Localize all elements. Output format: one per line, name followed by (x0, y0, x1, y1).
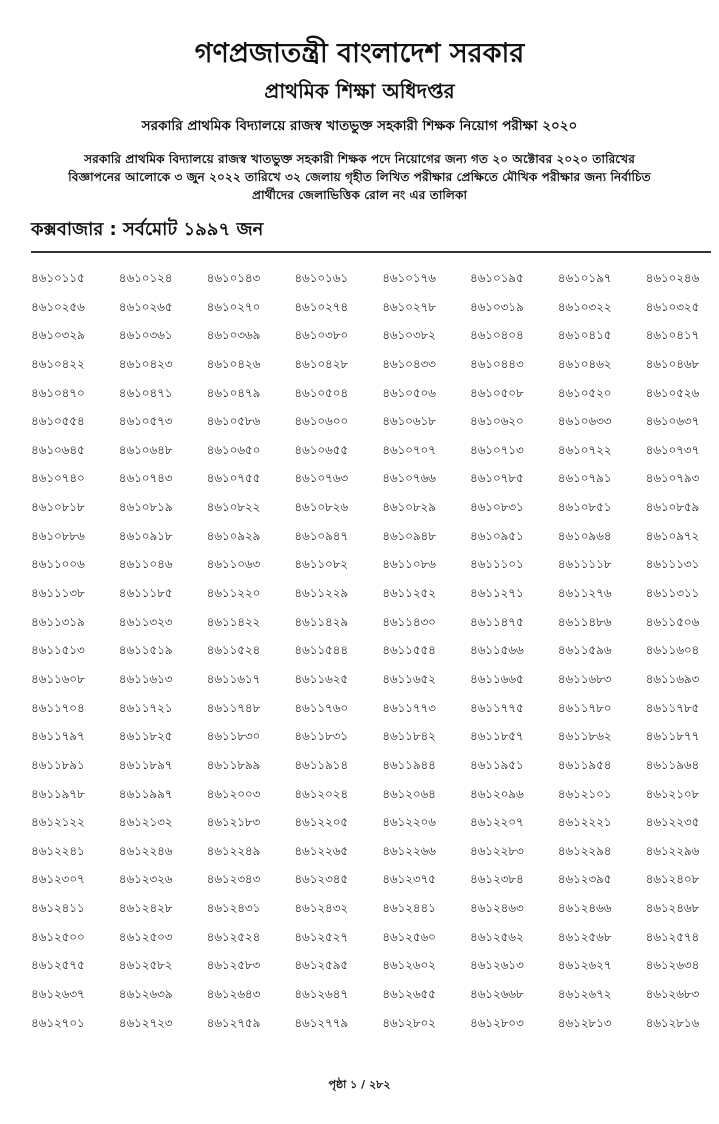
roll-number: ৪৬১০১১৫ (31, 271, 85, 285)
roll-number: ৪৬১২৩৮৪ (469, 872, 524, 887)
roll-number: ৪৬১২৪৪১ (382, 901, 436, 916)
roll-number: ৪৬১২৬৬৮ (469, 987, 524, 1002)
roll-number: ৪৬১২৩৪৫ (294, 872, 349, 887)
roll-number: ৪৬১১৯৫১ (469, 757, 524, 772)
roll-number: ৪৬১২৩৯৫ (557, 872, 612, 887)
roll-number: ৪৬১১৬০৪ (645, 643, 700, 658)
roll-number: ৪৬১০২৭৪ (294, 299, 349, 314)
roll-number: ৪৬১১৫১৩ (31, 643, 85, 658)
roll-number: ৪৬১০৪২৩ (118, 356, 173, 371)
roll-number: ৪৬১২৫৬০ (382, 929, 436, 944)
roll-number: ৪৬১১১০১ (469, 557, 524, 572)
roll-number: ৪৬১০৯৪৮ (382, 528, 436, 543)
roll-number: ৪৬১১৭০৪ (31, 700, 85, 715)
roll-number: ৪৬১১৮২৫ (118, 729, 173, 744)
notice-text (40, 150, 679, 204)
roll-number: ৪৬১২৪৬৬ (557, 901, 612, 916)
roll-number: ৪৬১০৩২৯ (31, 328, 85, 343)
roll-number: ৪৬১২৮০২ (382, 1015, 436, 1030)
roll-number: ৪৬১২২০৫ (294, 815, 349, 830)
roll-number: ৪৬১২৬৫৫ (382, 987, 436, 1002)
roll-number: ৪৬১০৪২২ (31, 356, 85, 371)
roll-number: ৪৬১০৬০০ (294, 414, 349, 429)
roll-number: ৪৬১২৭৫৯ (206, 1015, 261, 1030)
roll-number: ৪৬১০৮২৯ (382, 500, 436, 515)
roll-number: ৪৬১১৭৪৮ (206, 700, 261, 715)
roll-number: ৪৬১০৪১৭ (645, 328, 700, 343)
roll-number: ৪৬১০৪৭১ (118, 385, 173, 400)
roll-number: ৪৬১০৩৮০ (294, 328, 349, 343)
roll-number: ৪৬১০৩৬৯ (206, 328, 261, 343)
roll-number: ৪৬১০৫২৬ (645, 385, 700, 400)
roll-number: ৪৬১০৬৪৮ (118, 442, 173, 457)
roll-number: ৪৬১০৯৬৪ (557, 528, 612, 543)
roll-number: ৪৬১১৮৪২ (382, 729, 436, 744)
roll-number: ৪৬১০৫৫৪ (31, 414, 85, 429)
roll-number: ৪৬১২৫৬২ (469, 929, 524, 944)
roll-number: ৪৬১০২৭০ (206, 299, 261, 314)
roll-number: ৪৬১২৫৮৩ (206, 958, 261, 973)
roll-number: ৪৬১০৪৪৩ (469, 356, 524, 371)
notice-line: প্রার্থীদের জেলাভিত্তিক রোল নং এর তালিকা (251, 188, 468, 202)
roll-number: ৪৬১১৪৮৬ (557, 614, 612, 629)
roll-number: ৪৬১১৬১৩ (118, 671, 173, 686)
roll-number: ৪৬১০৪৬৮ (645, 356, 700, 371)
roll-number: ৪৬১২০২৪ (294, 786, 349, 801)
roll-number: ৪৬১০৬১৮ (382, 414, 436, 429)
roll-number: ৪৬১০৪৩৩ (382, 356, 436, 371)
roll-number: ৪৬১০২৫৬ (31, 299, 85, 314)
roll-number: ৪৬১২৪৩২ (294, 901, 349, 916)
department-title: প্রাথমিক শিক্ষা অধিদপ্তর (264, 79, 455, 103)
roll-number: ৪৬১২২৬৬ (382, 843, 436, 858)
roll-number: ৪৬১২১০৮ (645, 786, 700, 801)
roll-number: ৪৬১০৮১৮ (31, 500, 85, 515)
roll-number: ৪৬১২৪১১ (31, 901, 85, 916)
roll-number: ৪৬১১৮৭৭ (645, 729, 700, 744)
roll-number: ৪৬১১১১৮ (557, 557, 612, 572)
roll-number: ৪৬১০৪১৫ (557, 328, 612, 343)
roll-number: ৪৬১১৭৬০ (294, 700, 349, 715)
roll-number: ৪৬১১২২০ (206, 586, 261, 601)
roll-number: ৪৬১০৫০৪ (294, 385, 349, 400)
roll-number: ৪৬১২৩০৭ (31, 872, 85, 887)
roll-number: ৪৬১১৮৯১ (31, 757, 85, 772)
roll-number: ৪৬১২৫৯৫ (294, 958, 349, 973)
roll-number: ৪৬১২৪২৮ (118, 901, 173, 916)
roll-number: ৪৬১০৮১৯ (118, 500, 173, 515)
roll-number: ৪৬১০৪৬২ (557, 356, 612, 371)
roll-number: ৪৬১২৫৬৮ (557, 929, 612, 944)
roll-number: ৪৬১০৬৩৭ (645, 414, 700, 429)
roll-number: ৪৬১০১৬১ (294, 271, 349, 285)
roll-number: ৪৬১১৫৬৬ (469, 643, 524, 658)
roll-number: ৪৬১০৮৩১ (469, 500, 524, 515)
roll-number: ৪৬১১১৮৫ (118, 586, 173, 601)
roll-number: ৪৬১০৭৮৫ (469, 471, 524, 486)
roll-number: ৪৬১০৫০৬ (382, 385, 436, 400)
roll-number: ৪৬১১০৪৬ (118, 557, 173, 572)
roll-number: ৪৬১২১২২ (31, 815, 85, 830)
roll-number: ৪৬১১৮৯৭ (118, 757, 173, 772)
roll-number: ৪৬১০৭১৩ (469, 442, 524, 457)
roll-number: ৪৬১১৫১৯ (118, 643, 173, 658)
roll-number: ৪৬১০৫২০ (557, 385, 612, 400)
roll-number: ৪৬১১৭৯৭ (31, 729, 85, 744)
roll-number: ৪৬১০৯৭২ (645, 528, 700, 543)
roll-number: ৪৬১০৭০৭ (382, 442, 436, 457)
roll-number: ৪৬১২৫৮২ (118, 958, 173, 973)
roll-number: ৪৬১০৭৯১ (557, 471, 612, 486)
government-title: গণপ্রজাতন্ত্রী বাংলাদেশ সরকার (194, 38, 525, 69)
roll-number: ৪৬১০৭২২ (557, 442, 612, 457)
roll-number: ৪৬১১৭৭৩ (382, 700, 436, 715)
roll-number: ৪৬১১৬০৮ (31, 671, 85, 686)
page-number: পৃষ্ঠা ১ / ২৮২ (328, 1078, 391, 1091)
roll-number: ৪৬১২৮১৩ (557, 1015, 612, 1030)
roll-number: ৪৬১২১৮৩ (206, 815, 261, 830)
roll-number: ৪৬১০৯৫১ (469, 528, 524, 543)
roll-number-grid (31, 264, 711, 1037)
roll-number: ৪৬১১৫০৬ (645, 614, 700, 629)
roll-number: ৪৬১২৬৭২ (557, 987, 612, 1002)
roll-number: ৪৬১১৩২৩ (118, 614, 173, 629)
exam-title: সরকারি প্রাথমিক বিদ্যালয়ে রাজস্ব খাতভুক্ত সহকারী শিক্ষক নিয়োগ পরীক্ষা ২০২০ (141, 118, 578, 134)
roll-number: ৪৬১০২৬৫ (118, 299, 173, 314)
roll-number: ৪৬১২৭২৩ (118, 1015, 173, 1030)
roll-number: ৪৬১১৮৫৭ (469, 729, 524, 744)
roll-number: ৪৬১১৯৭৮ (31, 786, 85, 801)
roll-number: ৪৬১০২৭৮ (382, 299, 436, 314)
roll-number: ৪৬১১৪২৯ (294, 614, 349, 629)
roll-number: ৪৬১১৯৬৪ (645, 757, 700, 772)
roll-number: ৪৬১১৭২১ (118, 700, 173, 715)
roll-number: ৪৬১২২৯৪ (557, 843, 612, 858)
roll-number: ৪৬১১৫৫৪ (382, 643, 436, 658)
roll-number: ৪৬১১৪২২ (206, 614, 261, 629)
roll-number: ৪৬১১৬৫২ (382, 671, 436, 686)
roll-number: ৪৬১০৮৫১ (557, 500, 612, 515)
roll-number: ৪৬১২৭০১ (31, 1015, 85, 1030)
roll-number: ৪৬১২২২১ (557, 815, 612, 830)
roll-number: ৪৬১০৬৪৫ (31, 442, 85, 457)
roll-number: ৪৬১১০৮২ (294, 557, 349, 572)
district-heading: কক্সবাজার : সর্বমোট ১৯৯৭ জন (31, 219, 264, 240)
roll-number: ৪৬১০৭৫৫ (206, 471, 261, 486)
notice-line: বিজ্ঞাপনের আলোকে ৩ জুন ২০২২ তারিখে ৩২ জেলায় গৃহীত লিখিত পরীক্ষার প্রেক্ষিতে মৌখিক পরীক্ষার জন্য নির্বাচিত (68, 170, 651, 184)
roll-number: ৪৬১০৭৬৩ (294, 471, 349, 486)
roll-number: ৪৬১০৯৪৭ (294, 528, 349, 543)
roll-number: ৪৬১২০৬৪ (382, 786, 436, 801)
roll-number: ৪৬১১৯৫৪ (557, 757, 612, 772)
roll-number: ৪৬১২২৯৬ (645, 843, 700, 858)
roll-number: ৪৬১২১০১ (557, 786, 612, 801)
roll-number: ৪৬১১০০৬ (31, 557, 85, 572)
roll-number: ৪৬১০৫৭৩ (118, 414, 173, 429)
roll-number: ৪৬১১০৬৩ (206, 557, 261, 572)
roll-number: ৪৬১১৮৯৯ (206, 757, 261, 772)
roll-number: ৪৬১২৭৭৯ (294, 1015, 349, 1030)
roll-number: ৪৬১১৮৩১ (294, 729, 349, 744)
roll-number: ৪৬১২৫২৪ (206, 929, 261, 944)
roll-number: ৪৬১২৫২৭ (294, 929, 349, 944)
roll-number: ৪৬১২২৬৫ (294, 843, 349, 858)
roll-number: ৪৬১১৭৭৫ (469, 700, 524, 715)
roll-number: ৪৬১০১৭৬ (382, 271, 436, 285)
roll-number: ৪৬১১৪৩০ (382, 614, 436, 629)
roll-number: ৪৬১২৩৭৫ (382, 872, 436, 887)
roll-number: ৪৬১০৮২২ (206, 500, 261, 515)
divider (31, 251, 711, 253)
roll-number: ৪৬১২৪৬৮ (645, 901, 700, 916)
roll-number: ৪৬১০৭৩৭ (645, 442, 700, 457)
roll-number: ৪৬১১৭৮৫ (645, 700, 700, 715)
roll-number: ৪৬১২৫০০ (31, 929, 85, 944)
roll-number: ৪৬১০৩১৯ (469, 299, 524, 314)
roll-number: ৪৬১২৬১৩ (469, 958, 524, 973)
roll-number: ৪৬১১৬২৫ (294, 671, 349, 686)
roll-number: ৪৬১২৫০৩ (118, 929, 173, 944)
roll-number: ৪৬১০৫০৮ (469, 385, 524, 400)
roll-number: ৪৬১২৫৭৫ (31, 958, 85, 973)
roll-number: ৪৬১১৯৯৭ (118, 786, 173, 801)
roll-number: ৪৬১১৯১৪ (294, 757, 348, 772)
roll-number: ৪৬১১৬৮৩ (557, 671, 612, 686)
roll-number: ৪৬১১৫৪৪ (294, 643, 348, 658)
roll-number: ৪৬১১২৭১ (469, 586, 524, 601)
notice-line: সরকারি প্রাথমিক বিদ্যালয়ে রাজস্ব খাতভুক্ত সহকারী শিক্ষক পদে নিয়োগের জন্য গত ২০ অক্টোবর ২০২০ তারিখের (84, 152, 635, 166)
roll-number: ৪৬১০৮৫৯ (645, 500, 700, 515)
roll-number: ৪৬১০৮৮৬ (31, 528, 85, 543)
roll-number: ৪৬১০৬৫৫ (294, 442, 349, 457)
roll-number: ৪৬১০৪২৬ (206, 356, 261, 371)
roll-number: ৪৬১০৭৪০ (31, 471, 85, 486)
roll-number: ৪৬১২৩২৬ (118, 872, 173, 887)
roll-number: ৪৬১২২৩৫ (645, 815, 700, 830)
roll-number: ৪৬১২৪৩১ (206, 901, 261, 916)
roll-number: ৪৬১০৪৭৯ (206, 385, 261, 400)
roll-number: ৪৬১২২৮৩ (469, 843, 524, 858)
roll-number: ৪৬১১৪৭৫ (469, 614, 524, 629)
roll-number: ৪৬১২৫৭৪ (645, 929, 700, 944)
roll-number: ৪৬১০৫৮৬ (206, 414, 261, 429)
roll-number: ৪৬১২৬০২ (382, 958, 436, 973)
roll-number: ৪৬১১৩১৯ (31, 614, 85, 629)
roll-number: ৪৬১২৬২৭ (557, 958, 612, 973)
roll-number: ৪৬১০১৯৫ (469, 271, 524, 285)
roll-number: ৪৬১২৮১৬ (645, 1015, 700, 1030)
roll-number: ৪৬১২২৪৬ (118, 843, 173, 858)
roll-number: ৪৬১০৭৪৩ (118, 471, 173, 486)
roll-number: ৪৬১২৬৮৩ (645, 987, 700, 1002)
roll-number: ৪৬১২৬৩৪ (645, 958, 700, 973)
roll-number: ৪৬১০৪০৪ (469, 328, 524, 343)
roll-number: ৪৬১০৪৭০ (31, 385, 85, 400)
roll-number: ৪৬১১২২৯ (294, 586, 349, 601)
roll-number: ৪৬১০৭৬৬ (382, 471, 436, 486)
roll-number: ৪৬১২৮০৩ (469, 1015, 524, 1030)
roll-number: ৪৬১১৬৯৩ (645, 671, 700, 686)
roll-number: ৪৬১০৬৩৩ (557, 414, 612, 429)
roll-number: ৪৬১১১৩৮ (31, 586, 85, 601)
roll-number: ৪৬১১৫২৪ (206, 643, 261, 658)
roll-number: ৪৬১০৯২৯ (206, 528, 261, 543)
roll-number: ৪৬১০৬২০ (469, 414, 524, 429)
roll-number: ৪৬১২২০৬ (382, 815, 436, 830)
roll-number: ৪৬১০১২৪ (118, 271, 173, 285)
roll-number: ৪৬১১১৩১ (645, 557, 700, 572)
roll-number: ৪৬১১২৭৬ (557, 586, 612, 601)
roll-number: ৪৬১২৬৩৭ (31, 987, 85, 1002)
roll-number: ৪৬১২১৩২ (118, 815, 173, 830)
roll-number: ৪৬১২৩৪৩ (206, 872, 261, 887)
roll-number: ৪৬১০৯১৮ (118, 528, 173, 543)
roll-number: ৪৬১২২৪১ (31, 843, 85, 858)
roll-number: ৪৬১১৭৮০ (557, 700, 612, 715)
roll-number: ৪৬১০৩২৫ (645, 299, 700, 314)
roll-number: ৪৬১১৩১১ (645, 586, 700, 601)
roll-number: ৪৬১১৫৯৬ (557, 643, 612, 658)
roll-number: ৪৬১০১৯৭ (557, 271, 612, 285)
roll-number: ৪৬১২৬৩৯ (118, 987, 173, 1002)
roll-number: ৪৬১১৯৪৪ (382, 757, 436, 772)
roll-number: ৪৬১০৩৮২ (382, 328, 436, 343)
roll-number: ৪৬১১৬১৭ (206, 671, 261, 686)
roll-number: ৪৬১০২৪৬ (645, 271, 700, 285)
roll-number: ৪৬১০১৪৩ (206, 271, 261, 285)
roll-number: ৪৬১২৪৬৩ (469, 901, 524, 916)
roll-number: ৪৬১১৬৬৫ (469, 671, 524, 686)
roll-number: ৪৬১১৮৩০ (206, 729, 261, 744)
roll-number: ৪৬১২২৪৯ (206, 843, 261, 858)
roll-number: ৪৬১২২০৭ (469, 815, 524, 830)
roll-number: ৪৬১০৬৫০ (206, 442, 261, 457)
roll-number: ৪৬১০৪২৮ (294, 356, 349, 371)
roll-number: ৪৬১১২৫২ (382, 586, 436, 601)
roll-number: ৪৬১০৩৬১ (118, 328, 173, 343)
roll-number: ৪৬১২০০৩ (206, 786, 261, 801)
roll-number: ৪৬১২৬৪৭ (294, 987, 349, 1002)
roll-number: ৪৬১০৭৯৩ (645, 471, 700, 486)
roll-number: ৪৬১২৪০৮ (645, 872, 700, 887)
roll-number: ৪৬১১৮৬২ (557, 729, 612, 744)
roll-number: ৪৬১১০৮৬ (382, 557, 436, 572)
roll-number: ৪৬১২০৯৬ (469, 786, 524, 801)
roll-number: ৪৬১০৩২২ (557, 299, 612, 314)
roll-number: ৪৬১০৮২৬ (294, 500, 349, 515)
roll-number: ৪৬১২৬৪৩ (206, 987, 261, 1002)
